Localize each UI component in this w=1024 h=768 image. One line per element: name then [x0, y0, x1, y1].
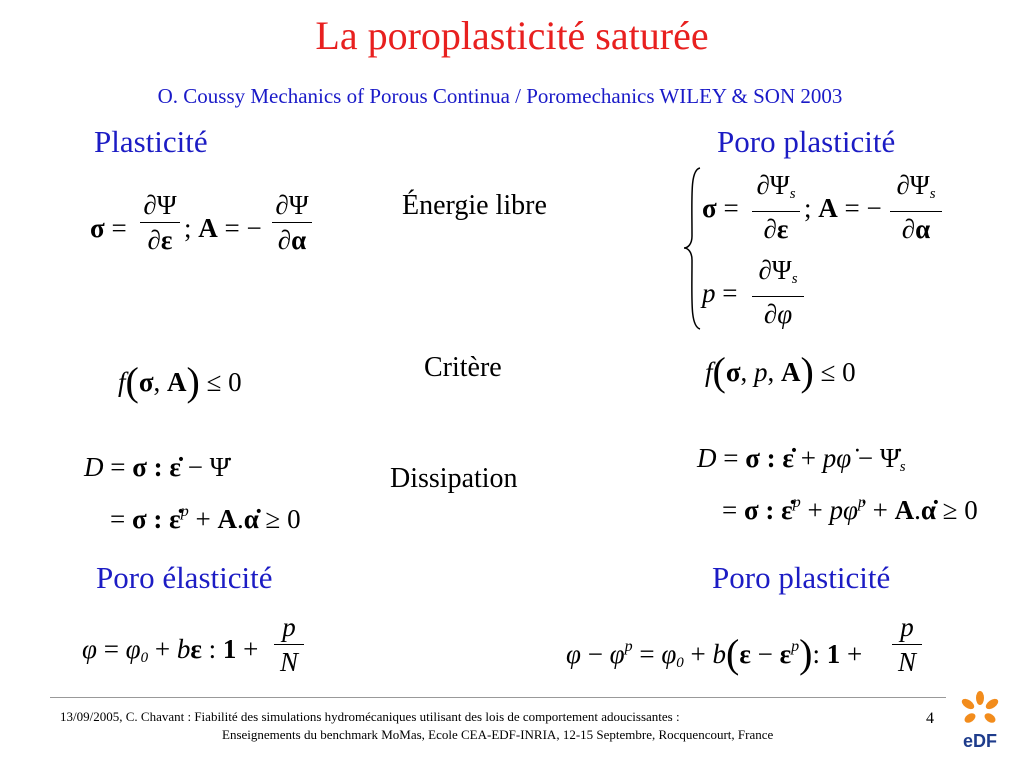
label-dissipation: Dissipation: [390, 463, 518, 494]
label-energie-libre: Énergie libre: [402, 190, 547, 221]
slide-title: La poroplasticité saturée: [315, 13, 709, 58]
page-number: 4: [926, 710, 934, 727]
footer-line-1: 13/09/2005, C. Chavant : Fiabilité des simulations hydromécaniques utilisant des lois de comportement adoucissantes :: [60, 709, 680, 724]
edf-logo-text: eDF: [962, 731, 997, 751]
header-poro-plasticite: Poro plasticité: [717, 124, 896, 159]
reference-citation: O. Coussy Mechanics of Porous Continua / Poromechanics WILEY & SON 2003: [157, 84, 843, 108]
equation-plasticity-criterion: f(σ, A) ≤ 0: [118, 359, 242, 404]
footer-line-2: Enseignements du benchmark MoMas, Ecole CEA-EDF-INRIA, 12-15 Septembre, Rocquencourt, France: [222, 727, 774, 742]
header-poro-elasticite: Poro élasticité: [96, 560, 273, 595]
brace-icon: [682, 166, 704, 331]
edf-logo: [955, 690, 1005, 750]
edf-logo-icon: [955, 690, 1005, 730]
header-plasticite: Plasticité: [94, 124, 208, 159]
label-critere: Critère: [424, 352, 502, 383]
header-poro-plasticite-bottom: Poro plasticité: [712, 560, 891, 595]
equation-poroplasticity-criterion: f(σ, p, A) ≤ 0: [705, 349, 856, 394]
footer-divider: [50, 697, 946, 698]
